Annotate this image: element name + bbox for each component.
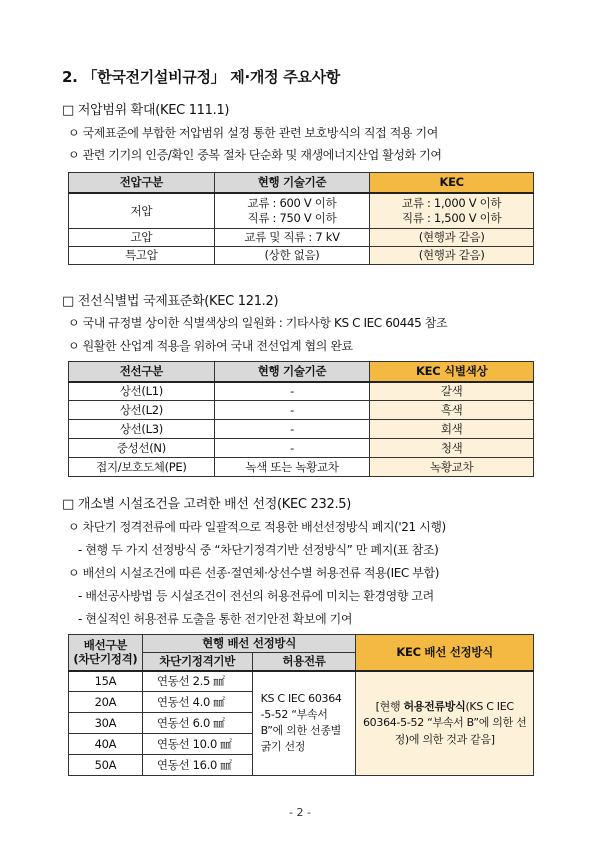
bullet-sub-item: - 배선공사방법 등 시설조건이 전선의 허용전류에 미치는 환경영향 고려 [78, 589, 434, 603]
subsection-title-wiring-selection: □ 개소별 시설조건을 고려한 배선 선정(KEC 232.5) [62, 497, 352, 512]
table-cell: 30A [69, 713, 143, 734]
table-cell-kec: 녹황교차 [370, 458, 534, 477]
table-wire-color [68, 361, 534, 477]
bullet-item: ㅇ 배선의 시설조건에 따른 선종·절연체·상선수별 허용전류 적용(IEC 부합) [68, 566, 439, 580]
kec-note-emphasis: 허용전류방식 [403, 699, 466, 713]
table-row [69, 439, 534, 458]
table-cell: - [214, 420, 370, 439]
table-cell: 상선(L1) [69, 382, 215, 401]
table-cell: 연동선 4.0 ㎟ [142, 692, 252, 713]
table-cell: 연동선 2.5 ㎟ [142, 671, 252, 692]
table-row [69, 671, 534, 692]
cell-line: 교류 : 600 V 이하 [247, 196, 337, 211]
header-line: (차단기정격) [73, 652, 138, 667]
cell-line: 직류 : 1,500 V 이하 [402, 210, 502, 225]
table-cell: 중성선(N) [69, 439, 215, 458]
table-cell-kec: (현행과 같음) [370, 229, 534, 247]
table-header: 전압구분 [69, 173, 215, 193]
table-header-kec: KEC [370, 173, 534, 193]
table-header [69, 635, 143, 671]
bullet-sub-item: - 현실적인 허용전류 도출을 통한 전기안전 확보에 기여 [78, 612, 353, 626]
bullet-sub-item: - 현행 두 가지 선정방식 중 “차단기정격기반 선정방식” 만 폐지(표 참조) [78, 543, 439, 557]
table-cell [214, 193, 370, 229]
table-row [69, 458, 534, 477]
table-cell: 50A [69, 755, 143, 776]
table-header: 현행 기술기준 [214, 173, 370, 193]
table-header: 차단기정격기반 [142, 653, 252, 671]
table-cell: - [214, 382, 370, 401]
bullet-item: ㅇ 국제표준에 부합한 저압범위 설정 통한 관련 보호방식의 직접 적용 기여 [68, 126, 438, 140]
table-row [69, 382, 534, 401]
page-number: - 2 - [289, 806, 311, 819]
table-cell-kec: 청색 [370, 439, 534, 458]
table-wiring-selection [68, 634, 534, 776]
table-cell: 연동선 16.0 ㎟ [142, 755, 252, 776]
table-cell: - [214, 401, 370, 420]
bullet-item: ㅇ 차단기 정격전류에 따라 일괄적으로 적용한 배선선정방식 폐지('21 시행) [68, 520, 446, 534]
cell-line: 직류 : 750 V 이하 [247, 210, 337, 225]
table-header: 허용전류 [252, 653, 356, 671]
section-heading: 2. 「한국전기설비규정」 제·개정 주요사항 [62, 68, 340, 86]
table-header-group: 현행 배선 선정방식 [142, 635, 356, 653]
table-cell: 연동선 10.0 ㎟ [142, 734, 252, 755]
table-voltage-range [68, 172, 534, 265]
table-cell: 상선(L2) [69, 401, 215, 420]
table-cell: 20A [69, 692, 143, 713]
bullet-item: ㅇ 국내 규정별 상이한 식별색상의 일원화 : 기타사항 KS C IEC 60445 참조 [68, 316, 448, 330]
bullet-item: ㅇ 관련 기기의 인증/확인 중복 절차 단순화 및 재생에너지산업 활성화 기여 [68, 148, 442, 162]
table-row [69, 247, 534, 265]
table-cell: 교류 및 직류 : 7 kV [214, 229, 370, 247]
subsection-title-low-voltage: □ 저압범위 확대(KEC 111.1) [62, 103, 230, 118]
header-line: 배선구분 [83, 637, 128, 652]
table-cell: 연동선 6.0 ㎟ [142, 713, 252, 734]
table-cell: 고압 [69, 229, 215, 247]
table-cell: 상선(L3) [69, 420, 215, 439]
table-row [69, 193, 534, 229]
table-header: 전선구분 [69, 362, 215, 382]
table-row [69, 420, 534, 439]
table-cell: (상한 없음) [214, 247, 370, 265]
table-cell-kec: (현행과 같음) [370, 247, 534, 265]
table-row [69, 229, 534, 247]
table-cell-kec [356, 671, 534, 776]
table-cell-kec: 갈색 [370, 382, 534, 401]
table-cell: 40A [69, 734, 143, 755]
cell-line: 교류 : 1,000 V 이하 [402, 196, 502, 211]
table-cell-allowable-current: KS C IEC 60364 -5-52 “부속서 B”에 의한 선종별 굵기 선정 [252, 671, 356, 776]
table-cell-kec: 흑색 [370, 401, 534, 420]
table-row [69, 401, 534, 420]
table-cell-kec [370, 193, 534, 229]
table-header: 현행 기술기준 [214, 362, 370, 382]
subsection-title-wire-color: □ 전선식별법 국제표준화(KEC 121.2) [62, 294, 279, 309]
kec-note-text: [현행 [375, 699, 404, 713]
bullet-item: ㅇ 원활한 산업계 적용을 위하여 국내 전선업계 협의 완료 [68, 339, 353, 353]
table-cell: - [214, 439, 370, 458]
table-cell: 15A [69, 671, 143, 692]
table-header-kec: KEC 배선 선정방식 [356, 635, 534, 671]
table-cell: 저압 [69, 193, 215, 229]
table-header-kec: KEC 식별색상 [370, 362, 534, 382]
table-cell-kec: 회색 [370, 420, 534, 439]
table-cell: 접지/보호도체(PE) [69, 458, 215, 477]
table-cell: 특고압 [69, 247, 215, 265]
kec-note-text: (KS C IEC 60364-5-52 “부속서 B”에 의한 선정)에 의한 것과 같음] [362, 699, 527, 746]
table-cell: 녹색 또는 녹황교차 [214, 458, 370, 477]
